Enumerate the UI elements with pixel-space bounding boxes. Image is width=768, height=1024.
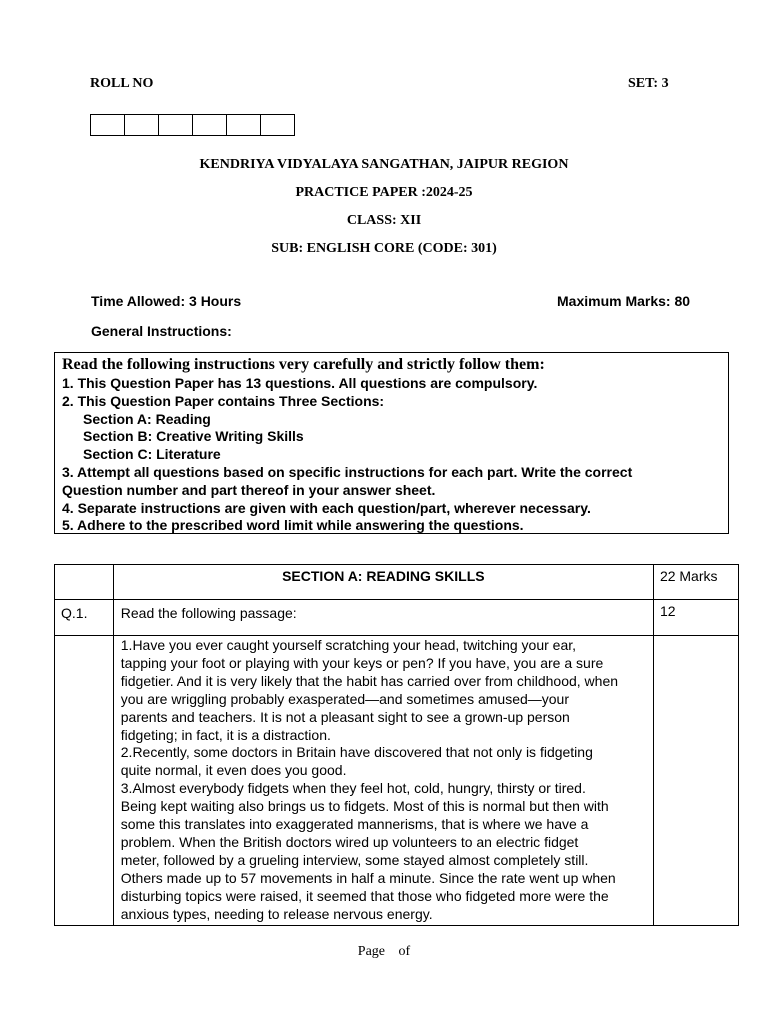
passage-line: meter, followed by a grueling interview, some stayed almost completely still. bbox=[120, 851, 589, 868]
passage-line: 1.Have you ever caught yourself scratching your head, twitching your ear, bbox=[120, 637, 577, 653]
instructions-box bbox=[54, 352, 729, 534]
question-number: Q.1. bbox=[55, 600, 114, 636]
passage-line: fidgeting; in fact, it is a distraction. bbox=[120, 726, 331, 743]
passage-line: problem. When the British doctors wired up volunteers to an electric fidget bbox=[120, 833, 579, 850]
question-marks: 12 bbox=[653, 600, 738, 636]
roll-box[interactable] bbox=[159, 115, 193, 135]
passage-line: some this translates into exaggerated mannerisms, that is where we have a bbox=[120, 816, 589, 833]
passage-line: Being kept waiting also brings us to fidgets. Most of this is normal but then with bbox=[120, 798, 609, 815]
instruction-line: 2. This Question Paper contains Three Sections: bbox=[62, 392, 385, 409]
instruction-line: 1. This Question Paper has 13 questions. All questions are compulsory. bbox=[62, 375, 538, 391]
instruction-line: 4. Separate instructions are given with each question/part, wherever necessary. bbox=[62, 499, 591, 516]
paper-title: PRACTICE PAPER :2024-25 bbox=[295, 185, 473, 200]
section-title: SECTION A: READING SKILLS bbox=[113, 565, 653, 600]
roll-box[interactable] bbox=[227, 115, 261, 135]
instructions-heading: Read the following instructions very carefully and strictly follow them: bbox=[62, 356, 545, 373]
table-row bbox=[55, 636, 739, 926]
organization-title: KENDRIYA VIDYALAYA SANGATHAN, JAIPUR REGION bbox=[199, 157, 569, 172]
passage-line: parents and teachers. It is not a pleasant sight to see a grown-up person bbox=[120, 708, 570, 725]
instruction-section-c: Section C: Literature bbox=[83, 446, 221, 463]
passage-line: 2.Recently, some doctors in Britain have discovered that not only is fidgeting bbox=[120, 744, 593, 761]
passage-line: quite normal, it even does you good. bbox=[120, 762, 347, 779]
table-cell bbox=[55, 636, 114, 926]
passage-text bbox=[113, 636, 653, 926]
instruction-line: 3. Attempt all questions based on specific instructions for each part. Write the correct bbox=[62, 463, 633, 480]
maximum-marks: Maximum Marks: 80 bbox=[557, 293, 691, 309]
of-word: of bbox=[398, 944, 411, 959]
passage-line: Others made up to 57 movements in half a minute. Since the rate went up when bbox=[120, 869, 616, 886]
subject-title: SUB: ENGLISH CORE (CODE: 301) bbox=[271, 241, 497, 256]
section-a-table bbox=[54, 564, 739, 926]
section-marks: 22 Marks bbox=[653, 565, 738, 600]
general-instructions-label: General Instructions: bbox=[91, 323, 232, 339]
table-row bbox=[55, 565, 739, 600]
table-row bbox=[55, 600, 739, 636]
page-word: Page bbox=[357, 944, 386, 959]
roll-box[interactable] bbox=[91, 115, 125, 135]
table-cell bbox=[55, 565, 114, 600]
roll-box[interactable] bbox=[261, 115, 294, 135]
page-footer bbox=[0, 944, 768, 960]
instruction-line: Question number and part thereof in your answer sheet. bbox=[62, 481, 436, 498]
passage-line: 3.Almost everybody fidgets when they feel hot, cold, hungry, thirsty or tired. bbox=[120, 780, 586, 797]
time-allowed: Time Allowed: 3 Hours bbox=[91, 293, 242, 309]
roll-no-label: ROLL NO bbox=[90, 76, 154, 91]
roll-box[interactable] bbox=[125, 115, 159, 135]
class-title: CLASS: XII bbox=[346, 213, 422, 228]
roll-box[interactable] bbox=[193, 115, 227, 135]
passage-line: you are wriggling probably exasperated—and sometimes amused—your bbox=[120, 690, 569, 707]
question-prompt: Read the following passage: bbox=[113, 600, 653, 636]
instruction-line: 5. Adhere to the prescribed word limit while answering the questions. bbox=[62, 517, 524, 534]
roll-number-boxes bbox=[90, 114, 295, 136]
passage-line: disturbing topics were raised, it seemed that those who fidgeted more were the bbox=[120, 887, 609, 904]
table-cell bbox=[653, 636, 738, 926]
instruction-section-b: Section B: Creative Writing Skills bbox=[83, 428, 304, 445]
passage-line: tapping your foot or playing with your keys or pen? If you have, you are a sure bbox=[120, 654, 604, 671]
passage-line: anxious types, needing to release nervous energy. bbox=[120, 905, 433, 922]
passage-line: fidgetier. And it is very likely that the habit has carried over from childhood, when bbox=[120, 672, 619, 689]
set-label: SET: 3 bbox=[628, 76, 669, 91]
instruction-section-a: Section A: Reading bbox=[83, 410, 211, 427]
